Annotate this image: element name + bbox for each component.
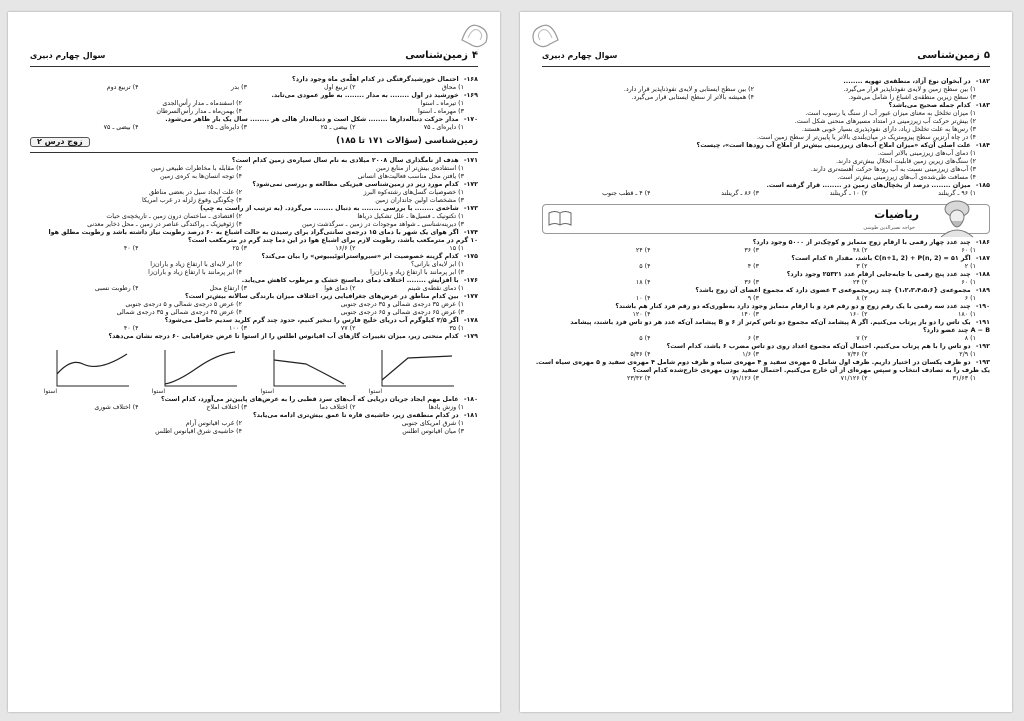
answer-option: ۳) ۲۵	[232, 245, 247, 252]
question-text	[30, 333, 478, 341]
answer-option: ۴) حاشیه‌ی شرق اقیانوس اطلس	[155, 428, 242, 435]
question-text	[542, 255, 990, 263]
section-title: زمین‌شناسی (سؤالات ۱۷۱ تا ۱۸۵)	[336, 136, 478, 146]
answer-option: ۲) اختلاف دما	[319, 404, 356, 411]
answer-option: ۱) ۹۶ ـ گرینلند	[938, 190, 976, 197]
question-stem: هدف از نامگذاری سال ۲۰۰۸ میلادی به نام سال سیاره‌ی زمین کدام است؟	[231, 157, 459, 164]
answer-options	[542, 263, 976, 271]
question-number: ۱۷۱-	[461, 157, 478, 164]
question-stem: در کدام منطقه‌ی زیر، حاشیه‌ی قاره تا عمق بیش‌تری ادامه می‌یابد؟	[252, 412, 459, 419]
answer-option: ۱) ۶	[964, 295, 976, 302]
question-number: ۱۷۴-	[461, 229, 478, 236]
answer-option: ۴) ژئوفیزیک ـ پراکندگی عناصر در زمین ـ محل ذخایر معدنی	[87, 221, 242, 228]
graph-axis-label: استوا	[43, 388, 57, 395]
answer-options	[30, 301, 464, 317]
question-text	[30, 277, 478, 285]
question-block	[542, 78, 990, 198]
answer-option: ۴) ۵	[639, 263, 651, 270]
graph-option-3	[139, 344, 248, 394]
question-text	[542, 239, 990, 247]
answer-option: ۳) عرض ۶۵ درجه‌ی شمالی و ۶۵ درجه‌ی جنوبی	[340, 309, 464, 316]
question-stem: یک تاس را دو بار پرتاب می‌کنیم. اگر A پیشامد آن‌که مجموع دو تاس کم‌تر از ۶ و B پیشامد آن‌که عدد هر دو تاس فرد باشند، پیشامد	[570, 319, 971, 326]
answer-option: ۳) ۳۶	[744, 279, 759, 286]
question-text	[535, 359, 990, 367]
answer-options	[542, 247, 976, 255]
answer-option: ۲) ۳	[856, 263, 868, 270]
question-stem: خورشید در اول ........ به مدار ........ به طور عمودی می‌تابد.	[271, 92, 459, 99]
graph-option-1	[356, 344, 465, 394]
answer-option: ۲) دمای هوا	[324, 285, 356, 292]
question-text	[30, 253, 478, 261]
question-number: ۱۷۸-	[461, 317, 478, 324]
answer-option: ۲) اسفندماه ـ مدار رأس‌الجدی	[162, 100, 242, 107]
answer-option: ۲) ۸	[856, 295, 868, 302]
question-text	[542, 182, 990, 190]
answer-options	[30, 261, 464, 277]
answer-option: ۴) بهمن‌ماه ـ مدار رأس‌السرطان	[156, 108, 242, 115]
question-block	[30, 76, 478, 132]
question-text	[30, 157, 478, 165]
answer-option: ۱) ۸	[964, 335, 976, 342]
answer-option: ۴) ۱۸	[635, 279, 651, 286]
portrait-caption: خواجه نصیرالدین طوسی	[863, 225, 915, 231]
answer-option: ۳) رس‌ها به علت تخلخل زیاد، دارای نفوذپذیری بسیار خوبی هستند.	[801, 126, 976, 133]
question-text-continued: ۱۰ گرم در مترمکعب باشد، رطوبت لازم برای اشباع هوا در این دما چند گرم در مترمکعب است؟	[187, 237, 478, 244]
question-number: ۱۸۸-	[973, 271, 990, 278]
question-text	[542, 102, 990, 110]
question-text	[30, 76, 478, 84]
answer-options	[542, 190, 976, 198]
answer-option: ۴) عرض ۴۵ درجه‌ی شمالی و ۳۵ درجه‌ی شمالی	[116, 309, 242, 316]
left-page	[8, 12, 500, 712]
answer-option: ۳) ۶	[747, 335, 759, 342]
header-subject: ۴زمین‌شناسی	[405, 50, 478, 61]
graph-options	[30, 344, 464, 394]
question-stem: علت اصلی آن‌که «میزان املاح آب‌های زیرزمینی بیش‌تر از املاح آب رودها است»، چیست؟	[696, 142, 971, 149]
question-text	[30, 181, 478, 189]
answer-option: ۱) ۶۰	[961, 279, 976, 286]
answer-option: ۱) تکتونیک ـ فسیل‌ها ـ علل تشکیل دریاها	[357, 213, 464, 220]
graph-axis-label: استوا	[260, 388, 274, 395]
question-text	[542, 271, 990, 279]
answer-options	[30, 100, 464, 116]
answer-option: ۱) میزان تخلخل به معنای میزان عبور آب از سنگ یا رسوب است.	[805, 110, 976, 117]
question-number: ۱۸۶-	[973, 239, 990, 246]
answer-option: ۴) ۵	[639, 335, 651, 342]
question-stem: مدار حرکت دنباله‌دارها ........ شکل است و دنباله‌دار هالی هر ........ سال یک بار ظاهر می‌شود.	[165, 116, 459, 123]
question-number: ۱۶۸-	[461, 76, 478, 83]
question-stem: احتمال خورشیدگرفتگی در کدام اهلّه‌ی ماه وجود دارد؟	[292, 76, 459, 83]
answer-option: ۱) ۳۵	[449, 325, 464, 332]
answer-option: ۳) ارتفاع محل	[209, 285, 247, 292]
answer-options	[542, 351, 976, 359]
answer-option: ۲) عرض ۵ درجه‌ی شمالی و ۵ درجه‌ی جنوبی	[125, 301, 242, 308]
answer-option: ۳) بدر	[231, 84, 247, 91]
answer-option: ۲) ۷۷	[340, 325, 356, 332]
question-block	[30, 396, 478, 436]
question-number: ۱۸۵-	[973, 182, 990, 189]
answer-option: ۴) ۲۳/۴۲	[626, 375, 651, 382]
book-icon	[547, 209, 573, 227]
answer-option: ۳) ۱/۶	[742, 351, 759, 358]
answer-option: ۱) ۱۵	[449, 245, 464, 252]
graph-axis-label: استوا	[151, 388, 165, 395]
question-number: ۱۷۳-	[461, 205, 478, 212]
question-stem: دو تاس را با هم پرتاب می‌کنیم. احتمال آن‌که مجموع اعداد روی دو تاس مضرب ۶ باشد، کدام است؟	[666, 343, 971, 350]
answer-option: ۴) ۱۲۰	[632, 311, 651, 318]
question-stem: میزان ........ درصد از یخچال‌های زمین در ........ قرار گرفته است.	[766, 182, 971, 189]
question-text	[542, 287, 990, 295]
question-number: ۱۸۰-	[461, 396, 478, 403]
portrait-icon	[927, 199, 983, 237]
question-stem: دو ظرف یکسان در اختیار داریم. ظرف اول شامل ۵ مهره‌ی سفید و ۴ مهره‌ی سیاه و ظرف دوم شامل ۴ مهره‌ی سفید و ۵ مهره‌ی سیاه است.	[535, 359, 971, 366]
answer-option: ۲) ۷	[856, 335, 868, 342]
question-stem: چند عدد سه رقمی با یک رقم زوج و دو رقم فرد و با ارقام متمایز وجود دارد به‌طوری‌که دو رقم فرد کنار هم باشند؟	[615, 303, 971, 310]
answer-option: ۱) بین سطح زمین و لایه‌ی نفوذناپذیر قرار می‌گیرد.	[843, 86, 976, 93]
question-stem: اگر ۵۱ = C(n+1, 2) + P(n, 2) باشد، مقدار n کدام است؟	[791, 255, 971, 262]
question-text	[30, 92, 478, 100]
answer-option: ۲) اقتصادی ـ ساختمان درون زمین ـ تاریخچه‌ی حیات	[106, 213, 242, 220]
answer-option: ۳) اختلاف املاح	[206, 404, 247, 411]
question-text	[30, 116, 478, 124]
answer-option: ۲) مقابله با مخاطرات طبیعی زمین	[151, 165, 242, 172]
answer-option: ۳) مشخصات اولین جانداران زمین	[375, 197, 464, 204]
question-number: ۱۶۹-	[461, 92, 478, 99]
answer-option: ۴) ۴۰	[123, 325, 139, 332]
question-number: ۱۸۷-	[973, 255, 990, 262]
question-text	[542, 78, 990, 86]
answer-option: ۱) خصوصیات گسل‌های رشته‌کوه البرز	[363, 189, 464, 196]
question-text	[542, 303, 990, 311]
question-text	[542, 343, 990, 351]
answer-option: ۳) ۳۶	[744, 247, 759, 254]
answer-option: ۲) ۴۸	[852, 247, 868, 254]
question-stem: اگر هوای یک شهر با دمای ۱۵ درجه‌ی سانتی‌گراد برای رسیدن به حالت اشباع به ۶۰ درصد رطوبت نیاز داشته باشد و رطوبت مطلق هوا	[48, 229, 459, 236]
question-number: ۱۷۰-	[461, 116, 478, 123]
answer-option: ۱) دایره‌ای ـ ۷۵	[423, 124, 464, 131]
question-text	[542, 142, 990, 150]
answer-options	[542, 311, 976, 319]
answer-option: ۴) اختلاف شوری	[94, 404, 139, 411]
question-stem: کدام گزینه خصوصیت ابر «سیرواستراتوئیبیوس» را بیان می‌کند؟	[261, 253, 459, 260]
answer-option: ۲) بیش‌تر حرکت آب زیرزمینی در امتداد مسیرهای منحنی شکل است.	[794, 118, 976, 125]
answer-option: ۳) ۷۱/۱۲۶	[732, 375, 759, 382]
section-tag: زوج درس ۲	[30, 137, 90, 147]
answer-option: ۲) غرب اقیانوس آرام	[185, 420, 242, 427]
answer-options	[542, 279, 976, 287]
answer-options	[30, 245, 464, 253]
question-text-continued: یک ظرف را به تصادف انتخاب و سپس مهره‌ای از آن خارج می‌کنیم. احتمال سفید بودن مهره‌ی خارج‌شده کدام است؟	[632, 367, 990, 374]
answer-option: ۴) ۱۰	[635, 295, 651, 302]
page-header	[542, 48, 990, 67]
question-stem: کدام مورد زیر در زمین‌شناسی فیزیکی مطالعه و بررسی نمی‌شود؟	[252, 181, 459, 188]
answer-options	[30, 124, 464, 132]
answer-option: ۱) ۱۸۰	[957, 311, 976, 318]
math-section-header	[542, 204, 990, 234]
answer-options	[542, 110, 976, 142]
right-body	[535, 78, 990, 383]
question-number: ۱۷۹-	[461, 333, 478, 340]
answer-option: ۱) استفاده‌ی بیش‌تر از منابع زمین	[375, 165, 464, 172]
question-number: ۱۹۰-	[973, 303, 990, 310]
header-book-title: سوال چهارم دبیری	[30, 51, 106, 60]
answer-option: ۴) رطوبت نسبی	[94, 285, 139, 292]
answer-option: ۴) ۵/۳۶	[630, 351, 651, 358]
answer-options	[542, 375, 976, 383]
answer-option: ۲) تربیع اول	[324, 84, 356, 91]
question-number: ۱۷۶-	[461, 277, 478, 284]
answer-options	[30, 189, 464, 205]
answer-option: ۱) عرض ۳۵ درجه‌ی شمالی و ۳۵ درجه‌ی جنوبی	[340, 301, 464, 308]
question-number: ۱۹۳-	[973, 359, 990, 366]
question-number: ۱۸۳-	[973, 102, 990, 109]
answer-option: ۲) ۱۶۰	[849, 311, 868, 318]
question-number: ۱۸۴-	[973, 142, 990, 149]
right-page	[520, 12, 1012, 712]
answer-option: ۳) ۱۴۰	[740, 311, 759, 318]
question-text	[30, 205, 478, 213]
graph-option-4	[30, 344, 139, 394]
answer-option: ۳) دایره‌ای ـ ۲۵	[206, 124, 247, 131]
answer-option: ۱) ۳۱/۶۳	[952, 375, 976, 382]
answer-option: ۲) بین سطح ایستابی و لایه‌ی نفوذناپذیر قرار دارد.	[623, 86, 754, 93]
answer-option: ۴) ۲۴	[635, 247, 651, 254]
question-text-continued: A − B چند عضو دارد؟	[922, 327, 990, 334]
answer-option: ۳) یافتن محل مناسب فعالیت‌های انسانی	[357, 173, 464, 180]
answer-option: ۱) ۶۰	[961, 247, 976, 254]
question-number: ۱۸۱-	[461, 412, 478, 419]
question-stem: چند عدد پنج رقمی با جابه‌جایی ارقام عدد ۲۵۳۲۱ وجود دارد؟	[786, 271, 971, 278]
answer-options	[30, 213, 464, 229]
answer-option: ۴) ۴۰	[123, 245, 139, 252]
answer-option: ۲) ۱۰ ـ گرینلند	[829, 190, 868, 197]
answer-option: ۱) وزش بادها	[428, 404, 464, 411]
answer-option: ۴) بیضی ـ ۷۵	[103, 124, 139, 131]
answer-option: ۲) ۷۱/۱۲۶	[840, 375, 868, 382]
answer-option: ۲) ۱۶/۶	[335, 245, 356, 252]
answer-option: ۲) ۷/۳۶	[847, 351, 868, 358]
answer-option: ۲) سنگ‌های زیرین زمین قابلیت انحلال بیش‌تری دارند.	[836, 158, 976, 165]
answer-options	[542, 150, 976, 182]
question-stem: کدام منحنی زیر، میزان تغییرات گازهای آب اقیانوس اطلس را از استوا تا عرض جغرافیایی ۶۰ درجه نشان می‌دهد؟	[108, 333, 459, 340]
answer-option: ۳) سطح زیرین منطقه‌ی اشباع را شامل می‌شود.	[848, 94, 976, 101]
corner-ornament-icon	[528, 20, 560, 50]
answer-option: ۴) ابر پرمانند با ارتفاع زیاد و باران‌زا	[148, 269, 242, 276]
question-stem: در آبخوان نوع آزاد، منطقه‌ی تهویه ........	[843, 78, 971, 85]
answer-options	[542, 335, 976, 343]
question-text	[30, 396, 478, 404]
question-stem: عامل مهم ایجاد جریان دریایی که آب‌های سرد قطبی را به عرض‌های پایین‌تر می‌آورد، کدام است؟	[160, 396, 459, 403]
answer-option: ۲) ۲۴	[852, 279, 868, 286]
answer-options	[30, 84, 464, 92]
answer-option: ۳) ۱۰۰	[228, 325, 247, 332]
answer-option: ۱) دمای نقطه‌ی شبنم	[407, 285, 464, 292]
answer-option: ۳) آب‌های زیرزمینی نسبت به آب رودها حرکت آهسته‌تری دارند.	[810, 166, 976, 173]
answer-option: ۳) مهرماه ـ استوا	[418, 108, 464, 115]
corner-ornament-icon	[460, 20, 492, 50]
answer-option: ۴) تربیع دوم	[106, 84, 139, 91]
answer-option: ۲) بیضی ـ ۲۵	[320, 124, 356, 131]
question-stem: مجموعه‌ی {۱،۲،۳،۴،۵،۶} چند زیرمجموعه‌ی ۳ عضوی دارد که مجموع اعضای آن زوج باشد؟	[695, 287, 971, 294]
answer-option: ۴) ۴ ـ قطب جنوب	[602, 190, 651, 197]
graph-option-2	[247, 344, 356, 394]
answer-option: ۲) ابر لایه‌ای با ارتفاع زیاد و باران‌زا	[150, 261, 242, 268]
answer-options	[30, 285, 464, 293]
answer-option: ۴) مسافت طی‌شده‌ی آب‌های زیرزمینی بیش‌تر است.	[837, 174, 976, 181]
question-stem: کدام جمله صحیح می‌باشد؟	[888, 102, 971, 109]
graph-axis-label: استوا	[368, 388, 382, 395]
question-text	[30, 229, 478, 237]
answer-option: ۱) ۲/۹	[959, 351, 976, 358]
answer-option: ۳) ۹	[747, 295, 759, 302]
question-text	[542, 319, 990, 327]
question-text	[30, 412, 478, 420]
question-number: ۱۸۹-	[973, 287, 990, 294]
question-number: ۱۷۲-	[461, 181, 478, 188]
question-text	[30, 293, 478, 301]
question-block	[535, 239, 990, 383]
question-text	[30, 317, 478, 325]
question-number: ۱۹۲-	[973, 343, 990, 350]
answer-option: ۱) ۲	[964, 263, 976, 270]
answer-options	[30, 325, 464, 333]
question-number: ۱۸۲-	[973, 78, 990, 85]
answer-option: ۳) دیرینه‌شناسی ـ شواهد موجودات در زمین ـ سرگذشت زمین	[302, 221, 464, 228]
answer-option: ۱) تیرماه ـ استوا	[420, 100, 464, 107]
question-stem: با افزایش ........ اختلاف دمای دماسنج خشک و مرطوب کاهش می‌یابد.	[241, 277, 459, 284]
answer-options	[30, 404, 464, 412]
answer-option: ۱) شرق امریکای جنوبی	[401, 420, 464, 427]
answer-options	[30, 165, 464, 181]
question-number: ۱۷۵-	[461, 253, 478, 260]
answer-option: ۳) ۴	[747, 263, 759, 270]
answer-options	[542, 86, 976, 102]
answer-option: ۱) دمای آب‌های زیرزمینی بالاتر است.	[877, 150, 976, 157]
question-stem: اگر ۲/۵ کیلوگرم آب دریای خلیج فارس را تبخیر کنیم، حدود چند گرم کلرید سدیم حاصل می‌شود؟	[164, 317, 459, 324]
question-stem: چند عدد چهار رقمی با ارقام زوج متمایز و کوچک‌تر از ۵۰۰۰ وجود دارد؟	[752, 239, 971, 246]
question-number: ۱۹۱-	[973, 319, 990, 326]
header-book-title: سوال چهارم دبیری	[542, 51, 618, 60]
answer-options	[542, 295, 976, 303]
question-stem: شاخه‌ی ........ با بررسی ........ به دنبال ........ می‌گردد. (به ترتیب از راست به چپ)	[200, 205, 459, 212]
question-number: ۱۷۷-	[461, 293, 478, 300]
left-body	[30, 76, 478, 436]
answer-option: ۲) علت ایجاد سیل در بعضی مناطق	[149, 189, 242, 196]
math-section-title: ریاضیات	[874, 208, 919, 221]
answer-option: ۴) همیشه بالاتر از سطح ایستابی قرار می‌گیرد.	[631, 94, 754, 101]
answer-option: ۱) ابر لایه‌ای بارانی؟	[410, 261, 464, 268]
answer-option: ۳) ابر پرمانند با ارتفاع زیاد و باران‌زا	[370, 269, 464, 276]
answer-option: ۱) محاق	[441, 84, 464, 91]
question-stem: بین کدام مناطق در عرض‌های جغرافیایی زیر، اختلاف میزان بارندگی سالانه بیش‌تر است؟	[185, 293, 459, 300]
answer-option: ۴) توجه انسان‌ها به کره‌ی زمین	[160, 173, 242, 180]
answer-option: ۳) میان اقیانوس اطلس	[402, 428, 464, 435]
question-block	[30, 157, 478, 341]
answer-option: ۴) چگونگی وقوع زلزله در غرب امریکا	[141, 197, 242, 204]
section-bar	[30, 136, 478, 153]
answer-options	[30, 420, 464, 436]
header-subject: ۵زمین‌شناسی	[917, 50, 990, 61]
answer-option: ۴) در چاه آرتزین سطح پیزومتریک در میان‌بلندی بالاتر یا پایین‌تر از سطح زمین است.	[757, 134, 976, 141]
page-header	[30, 48, 478, 67]
answer-option: ۳) ۸۶ ـ گرینلند	[721, 190, 759, 197]
